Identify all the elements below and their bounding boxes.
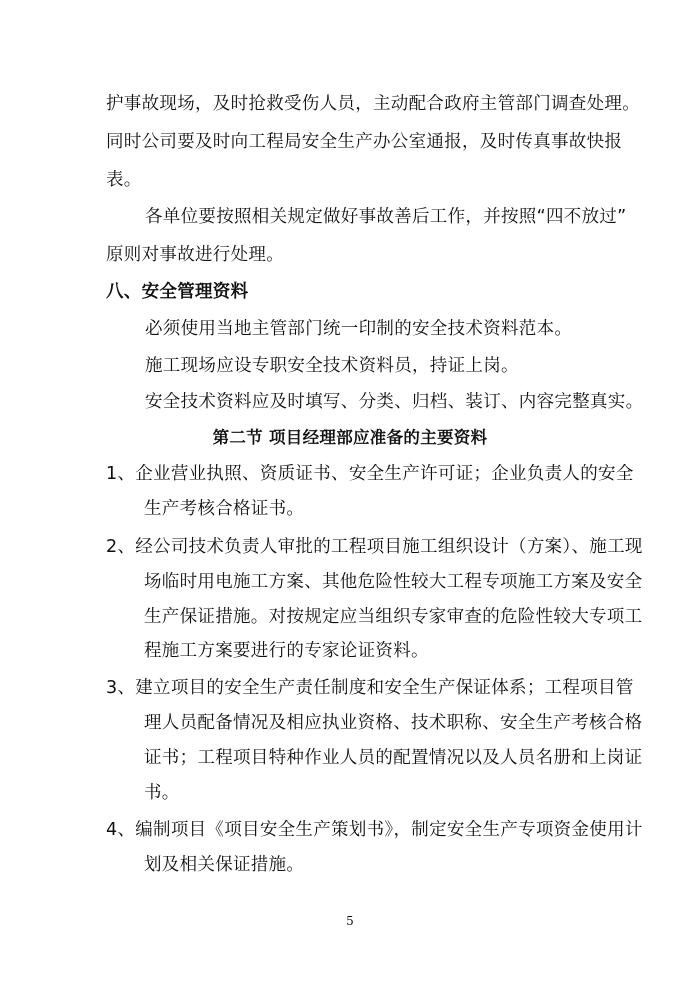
item-2-line-2: 场临时用电施工方案、其他危险性较大工程专项施工方案及安全 <box>144 572 643 592</box>
item-1-line-2: 生产考核合格证书。 <box>144 499 305 519</box>
section8-line-1: 必须使用当地主管部门统一印制的安全技术资料范本。 <box>145 319 573 339</box>
para2-line-2: 原则对事故进行处理。 <box>106 245 284 265</box>
section8-line-2: 施工现场应设专职安全技术资料员，持证上岗。 <box>145 356 519 376</box>
para1-line-3: 表。 <box>106 170 142 190</box>
item-3-line-4: 书。 <box>144 783 180 803</box>
item-2-line-3: 生产保证措施。对按规定应当组织专家审查的危险性较大专项工 <box>144 607 643 627</box>
section8-heading: 八、安全管理资料 <box>106 282 249 302</box>
item-3-line-1: 3、建立项目的安全生产责任制度和安全生产保证体系；工程项目管 <box>106 678 634 698</box>
section-title: 第二节 项目经理部应准备的主要资料 <box>212 428 488 447</box>
item-1-line-1: 1、企业营业执照、资质证书、安全生产许可证；企业负责人的安全 <box>106 464 634 484</box>
item-3-line-3: 证书；工程项目特种作业人员的配置情况以及人员名册和上岗证 <box>144 748 643 768</box>
item-3-line-2: 理人员配备情况及相应执业资格、技术职称、安全生产考核合格 <box>144 713 643 733</box>
item-2-line-1: 2、经公司技术负责人审批的工程项目施工组织设计（方案）、施工现 <box>106 537 643 557</box>
item-4-line-1: 4、编制项目《项目安全生产策划书》，制定安全生产专项资金使用计 <box>106 820 643 840</box>
page-number: 5 <box>346 914 354 928</box>
item-4-line-2: 划及相关保证措施。 <box>144 855 305 875</box>
section8-line-3: 安全技术资料应及时填写、分类、归档、装订、内容完整真实。 <box>145 392 644 412</box>
item-2-line-4: 程施工方案要进行的专家论证资料。 <box>144 641 429 661</box>
para2-line-1: 各单位要按照相关规定做好事故善后工作，并按照“四不放过” <box>145 207 627 227</box>
para1-line-1: 护事故现场，及时抢救受伤人员，主动配合政府主管部门调查处理。 <box>106 94 640 114</box>
para1-line-2: 同时公司要及时向工程局安全生产办公室通报，及时传真事故快报 <box>106 132 623 152</box>
